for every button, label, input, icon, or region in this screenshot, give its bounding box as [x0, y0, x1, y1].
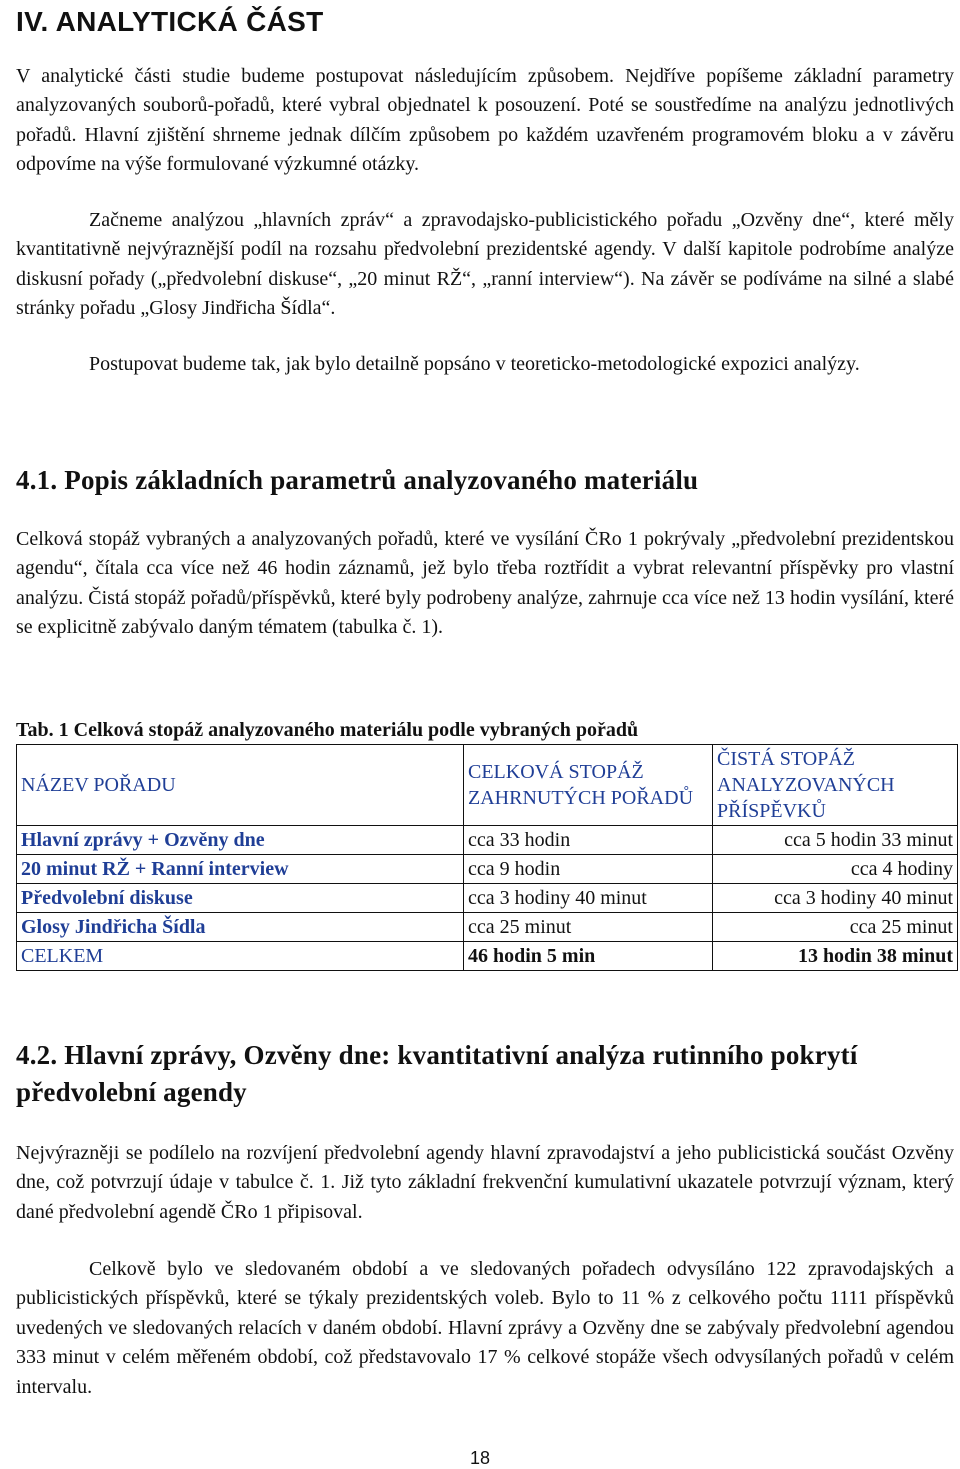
table-header-name: NÁZEV POŘADU [17, 745, 464, 826]
intro-paragraph-3: Postupovat budeme tak, jak bylo detailně popsáno v teoreticko-metodologické expozici analýzy. [89, 353, 860, 375]
net-duration: cca 4 hodiny [713, 855, 958, 884]
table-row [17, 884, 958, 913]
chapter-title: IV. ANALYTICKÁ ČÁST [16, 6, 324, 37]
table-header-net: ČISTÁ STOPÁŽ ANALYZOVANÝCH PŘÍSPĚVKŮ [713, 745, 958, 826]
table-header-row [17, 745, 958, 826]
stopaz-table [16, 744, 958, 971]
net-duration-sum: 13 hodin 38 minut [713, 942, 958, 971]
table-row [17, 913, 958, 942]
net-duration: cca 25 minut [713, 913, 958, 942]
section-42-paragraph-2: Celkově bylo ve sledovaném období a ve sledovaných pořadech odvysíláno 122 zpravodajských a publicistických příspěvků, které se týkaly prezidentských voleb. Bylo to 11 % z celkového počtu 1111 příspěvků uvedených ve sledovaných relacích v daném období. Hlavní zprávy a Ozvěny dne se zabývaly předvolební agendou 333 minut v celém měřeném období, což představovalo 17 % celkové stopáže všech odvysílaných pořadů v celém intervalu. [16, 1258, 954, 1398]
intro-paragraph-1: V analytické části studie budeme postupovat následujícím způsobem. Nejdříve popíšeme základní parametry analyzovaných souborů-pořadů, které vybral objednatel k posouzení. Poté se soustředíme na analýzu jednotlivých pořadů. Hlavní zjištění shrneme jednak dílčím způsobem po každém uzavřeném programovém bloku a v závěru odpovíme na výše formulované výzkumné otázky. [16, 65, 954, 176]
section-41-title: 4.1. Popis základních parametrů analyzovaného materiálu [16, 465, 699, 495]
section-42-title: 4.2. Hlavní zprávy, Ozvěny dne: kvantitativní analýza rutinního pokrytí předvolební agendy [16, 1040, 858, 1107]
page-number: 18 [470, 1448, 491, 1468]
program-name: Glosy Jindřicha Šídla [17, 913, 464, 942]
table-header-total: CELKOVÁ STOPÁŽ ZAHRNUTÝCH POŘADŮ [464, 745, 713, 826]
table-caption: Tab. 1 Celková stopáž analyzovaného materiálu podle vybraných pořadů [16, 719, 639, 741]
program-name: 20 minut RŽ + Ranní interview [17, 855, 464, 884]
table-total-row [17, 942, 958, 971]
total-duration: cca 25 minut [464, 913, 713, 942]
total-duration: cca 3 hodiny 40 minut [464, 884, 713, 913]
total-duration: cca 9 hodin [464, 855, 713, 884]
program-name: Hlavní zprávy + Ozvěny dne [17, 826, 464, 855]
section-42-paragraph-1: Nejvýrazněji se podílelo na rozvíjení předvolební agendy hlavní zpravodajství a jeho publicistická součást Ozvěny dne, což potvrzují údaje v tabulce č. 1. Již tyto základní frekvenční kumulativní ukazatele potvrzují význam, který dané předvolební agendě ČRo 1 připisoval. [16, 1142, 954, 1223]
total-label: CELKEM [17, 942, 464, 971]
table-row [17, 826, 958, 855]
total-duration: cca 33 hodin [464, 826, 713, 855]
intro-paragraph-2: Začneme analýzou „hlavních zpráv“ a zpravodajsko-publicistického pořadu „Ozvěny dne“, které měly kvantitativně nejvýraznější podíl na rozsahu předvolební prezidentské agendy. V další kapitole podrobíme analýze diskusní pořady („předvolební diskuse“, „20 minut RŽ“, „ranní interview“). Na závěr se podíváme na silné a slabé stránky pořadu „Glosy Jindřicha Šídla“. [16, 209, 954, 320]
section-41-paragraph: Celková stopáž vybraných a analyzovaných pořadů, které ve vysílání ČRo 1 pokrývaly „předvolební prezidentskou agendu“, čítala cca více než 46 hodin záznamů, jež bylo třeba roztřídit a vybrat relevantní příspěvky pro vlastní analýzu. Čistá stopáž pořadů/příspěvků, které byly podrobeny analýze, zahrnuje cca více než 13 hodin vysílání, které se explicitně zabývalo daným tématem (tabulka č. 1). [16, 528, 954, 639]
program-name: Předvolební diskuse [17, 884, 464, 913]
table-row [17, 855, 958, 884]
net-duration: cca 5 hodin 33 minut [713, 826, 958, 855]
net-duration: cca 3 hodiny 40 minut [713, 884, 958, 913]
total-duration-sum: 46 hodin 5 min [464, 942, 713, 971]
